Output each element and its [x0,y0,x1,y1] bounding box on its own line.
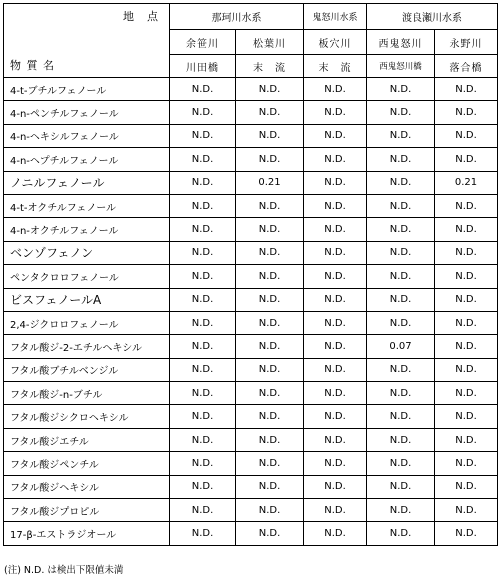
value-cell: N.D. [170,288,236,311]
value-cell: N.D. [304,335,367,358]
value-cell: N.D. [170,194,236,217]
substance-name: ノニルフェノール [4,171,170,194]
value-cell: N.D. [304,382,367,405]
value-cell: N.D. [236,194,304,217]
river-header: 永野川 [435,30,498,55]
substance-name: フタル酸ブチルベンジル [4,358,170,381]
value-cell: N.D. [236,522,304,545]
value-cell: N.D. [304,452,367,475]
value-cell: N.D. [170,452,236,475]
value-cell: N.D. [367,475,435,498]
value-cell: 0.21 [236,171,304,194]
value-cell: N.D. [304,311,367,334]
river-header: 西鬼怒川 [367,30,435,55]
value-cell: N.D. [304,218,367,241]
value-cell: N.D. [236,428,304,451]
substance-name: フタル酸ジ-2-エチルヘキシル [4,335,170,358]
substance-label: 物 質 名 [10,59,55,72]
value-cell: N.D. [367,171,435,194]
header-corner-cell [4,4,170,78]
value-cell: N.D. [435,335,498,358]
value-cell: N.D. [304,124,367,147]
value-cell: N.D. [367,148,435,171]
value-cell: N.D. [236,452,304,475]
substance-name: 4-n-ペンチルフェノール [4,101,170,124]
substance-name: フタル酸ジプロピル [4,499,170,522]
substance-name: フタル酸ジペンチル [4,452,170,475]
value-cell: N.D. [236,499,304,522]
value-cell: N.D. [435,475,498,498]
value-cell: N.D. [236,148,304,171]
value-cell: N.D. [304,522,367,545]
substance-name: フタル酸ジ-n-ブチル [4,382,170,405]
value-cell: N.D. [170,499,236,522]
value-cell: N.D. [435,288,498,311]
value-cell: N.D. [170,148,236,171]
table-row [4,499,498,522]
river-header: 板穴川 [304,30,367,55]
value-cell: N.D. [170,335,236,358]
value-cell: N.D. [367,241,435,264]
value-cell: N.D. [236,288,304,311]
value-cell: N.D. [304,101,367,124]
value-cell: N.D. [170,428,236,451]
system-header-kinu: 鬼怒川水系 [304,4,367,30]
table-row [4,194,498,217]
point-header: 川田橋 [170,55,236,78]
value-cell: 0.07 [367,335,435,358]
value-cell: N.D. [435,78,498,101]
value-cell: N.D. [367,78,435,101]
value-cell: N.D. [170,101,236,124]
results-table [3,3,498,546]
value-cell: N.D. [435,124,498,147]
table-row [4,78,498,101]
table-row [4,428,498,451]
value-cell: N.D. [236,358,304,381]
table-row [4,475,498,498]
value-cell: N.D. [435,382,498,405]
value-cell: N.D. [236,218,304,241]
value-cell: N.D. [170,405,236,428]
value-cell: N.D. [367,311,435,334]
value-cell: N.D. [304,265,367,288]
table-row [4,101,498,124]
value-cell: N.D. [304,194,367,217]
value-cell: N.D. [435,405,498,428]
value-cell: N.D. [170,382,236,405]
substance-name: 4-n-オクチルフェノール [4,218,170,241]
value-cell: N.D. [304,171,367,194]
value-cell: N.D. [435,499,498,522]
river-header: 余笹川 [170,30,236,55]
value-cell: N.D. [367,382,435,405]
table-row [4,218,498,241]
substance-name: 4-n-ヘプチルフェノール [4,148,170,171]
value-cell: N.D. [435,148,498,171]
value-cell: N.D. [435,101,498,124]
value-cell: N.D. [367,288,435,311]
value-cell: N.D. [170,475,236,498]
value-cell: N.D. [367,124,435,147]
table-row [4,171,498,194]
value-cell: N.D. [236,475,304,498]
value-cell: N.D. [435,311,498,334]
value-cell: N.D. [367,265,435,288]
value-cell: N.D. [170,171,236,194]
river-header: 松葉川 [236,30,304,55]
value-cell: N.D. [170,311,236,334]
substance-name: 17-β-エストラジオール [4,522,170,545]
point-header: 西鬼怒川橋 [367,55,435,78]
substance-name: フタル酸ジエチル [4,428,170,451]
value-cell: N.D. [304,405,367,428]
table-row [4,522,498,545]
substance-name: 4-t-オクチルフェノール [4,194,170,217]
value-cell: N.D. [236,124,304,147]
table-row [4,124,498,147]
system-header-naka: 那珂川水系 [170,4,304,30]
value-cell: N.D. [304,358,367,381]
value-cell: N.D. [367,499,435,522]
substance-name: フタル酸ジヘキシル [4,475,170,498]
value-cell: N.D. [170,124,236,147]
substance-name: 4-n-ヘキシルフェノール [4,124,170,147]
value-cell: N.D. [367,358,435,381]
value-cell: N.D. [304,288,367,311]
value-cell: N.D. [367,522,435,545]
value-cell: N.D. [435,452,498,475]
substance-name: 4-t-ブチルフェノール [4,78,170,101]
value-cell: N.D. [170,78,236,101]
table-row [4,405,498,428]
value-cell: N.D. [236,405,304,428]
value-cell: N.D. [170,265,236,288]
value-cell: N.D. [435,218,498,241]
table-row [4,241,498,264]
system-header-watarase: 渡良瀬川水系 [367,4,498,30]
footnote: (注) N.D. は検出下限値未満 [4,565,124,576]
table-row [4,311,498,334]
substance-name: ビスフェノールA [4,288,170,311]
value-cell: N.D. [170,218,236,241]
value-cell: N.D. [236,78,304,101]
substance-name: 2,4-ジクロロフェノール [4,311,170,334]
table-row [4,265,498,288]
value-cell: N.D. [304,148,367,171]
value-cell: N.D. [435,522,498,545]
table-row [4,335,498,358]
point-header: 末 流 [304,55,367,78]
table-row [4,382,498,405]
value-cell: N.D. [236,382,304,405]
location-label: 地 点 [123,10,159,23]
value-cell: N.D. [435,241,498,264]
value-cell: N.D. [236,335,304,358]
value-cell: N.D. [304,241,367,264]
value-cell: N.D. [367,405,435,428]
value-cell: N.D. [367,452,435,475]
value-cell: 0.21 [435,171,498,194]
substance-name: ペンタクロロフェノール [4,265,170,288]
value-cell: N.D. [170,358,236,381]
table-row [4,148,498,171]
value-cell: N.D. [236,311,304,334]
value-cell: N.D. [367,101,435,124]
value-cell: N.D. [367,194,435,217]
value-cell: N.D. [367,428,435,451]
table-row [4,358,498,381]
value-cell: N.D. [304,78,367,101]
value-cell: N.D. [236,101,304,124]
substance-name: フタル酸ジシクロヘキシル [4,405,170,428]
value-cell: N.D. [367,218,435,241]
value-cell: N.D. [170,522,236,545]
value-cell: N.D. [435,428,498,451]
value-cell: N.D. [435,194,498,217]
value-cell: N.D. [435,358,498,381]
value-cell: N.D. [170,241,236,264]
point-header: 末 流 [236,55,304,78]
value-cell: N.D. [236,241,304,264]
substance-name: ベンゾフェノン [4,241,170,264]
value-cell: N.D. [236,265,304,288]
value-cell: N.D. [304,428,367,451]
table-row [4,288,498,311]
point-header: 落合橋 [435,55,498,78]
table-row [4,452,498,475]
value-cell: N.D. [304,499,367,522]
value-cell: N.D. [435,265,498,288]
value-cell: N.D. [304,475,367,498]
